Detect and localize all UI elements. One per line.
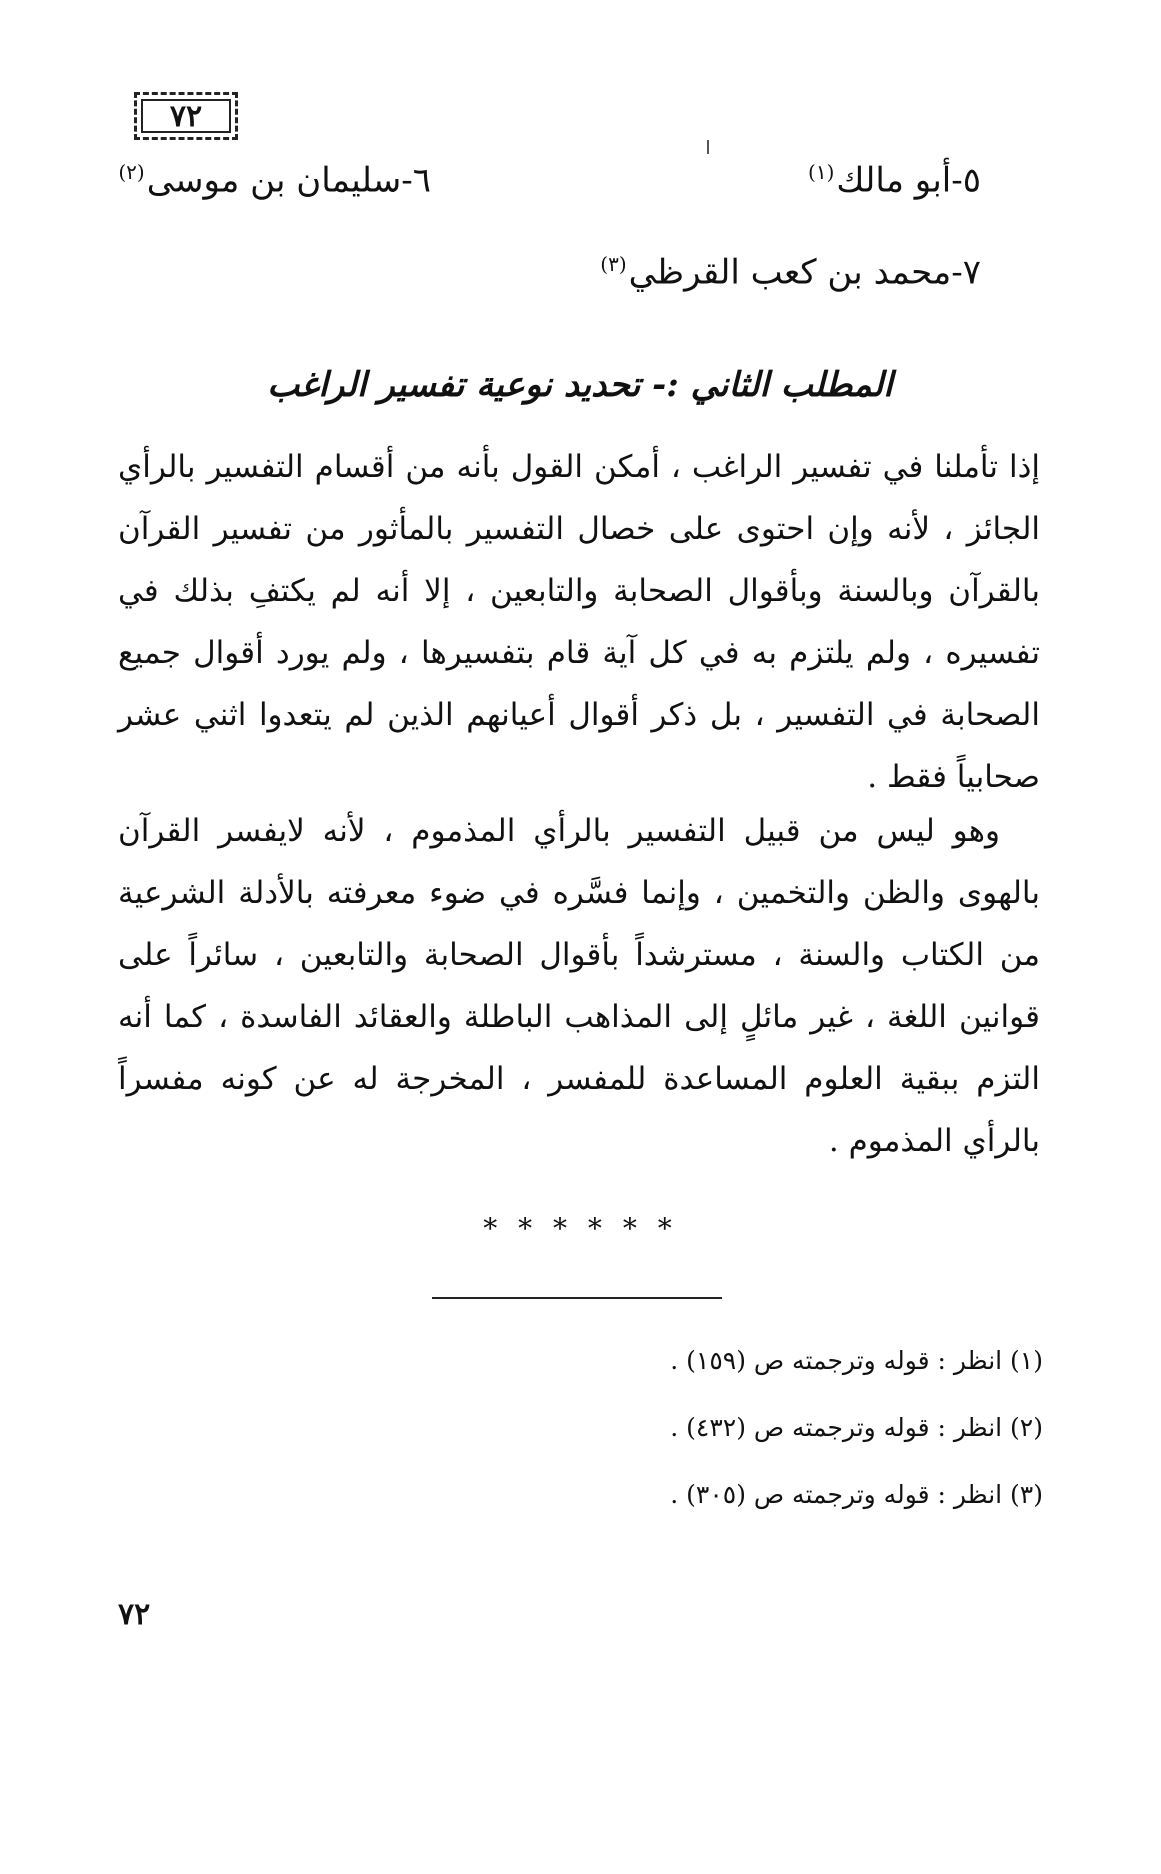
- footnote-1: (١) انظر : قوله وترجمته ص (١٥٩) .: [670, 1346, 1043, 1375]
- footnote-2: (٢) انظر : قوله وترجمته ص (٤٣٢) .: [670, 1413, 1043, 1442]
- list-item-7-text: ٧-محمد بن كعب القرظي: [628, 252, 981, 293]
- list-item-7: [598, 252, 981, 292]
- footnote-rule: [432, 1297, 722, 1299]
- page-number-bottom: ٧٢: [118, 1597, 151, 1632]
- page-number-box: [134, 92, 238, 140]
- footnote-3: (٣) انظر : قوله وترجمته ص (٣٠٥) .: [670, 1480, 1043, 1509]
- scan-mark: [707, 140, 709, 154]
- footnote-ref-2: (٢): [118, 160, 145, 184]
- footnote-ref-1: (١): [808, 160, 835, 184]
- section-separator: * * * * * *: [483, 1212, 678, 1245]
- list-item-5: [806, 160, 981, 200]
- paragraph-1: إذا تأملنا في تفسير الراغب ، أمكن القول بأنه من أقسام التفسير بالرأي الجائز ، لأنه وإن احتوى على خصال التفسير بالمأثور من تفسير القرآن بالقرآن وبالسنة وبأقوال الصحابة والتابعين ، إلا أنه لم يكتفِ بذلك في تفسيره ، ولم يلتزم به في كل آية قام بتفسيرها ، ولم يورد أقوال جميع الصحابة في التفسير ، بل ذكر أقوال أعيانهم الذين لم يتعدوا اثني عشر صحابياً فقط .: [118, 449, 1040, 795]
- list-item-6: [116, 160, 431, 200]
- section-heading: المطلب الثاني :- تحديد نوعية تفسير الراغب: [267, 365, 893, 405]
- list-item-6-text: ٦-سليمان بن موسى: [146, 160, 431, 201]
- paragraph-2: وهو ليس من قبيل التفسير بالرأي المذموم ، لأنه لايفسر القرآن بالهوى والظن والتخمين ، وإنما فسَّره في ضوء معرفته بالأدلة الشرعية من الكتاب والسنة ، مسترشداً بأقوال الصحابة والتابعين ، سائراً على قوانين اللغة ، غير مائلٍ إلى المذاهب الباطلة والعقائد الفاسدة ، كما أنه التزم ببقية العلوم المساعدة للمفسر ، المخرجة له عن كونه مفسراً بالرأي المذموم .: [118, 813, 1040, 1159]
- page-number-box-label: ٧٢: [169, 98, 203, 134]
- list-item-5-text: ٥-أبو مالك: [836, 160, 981, 201]
- footnote-ref-3: (٣): [600, 252, 627, 276]
